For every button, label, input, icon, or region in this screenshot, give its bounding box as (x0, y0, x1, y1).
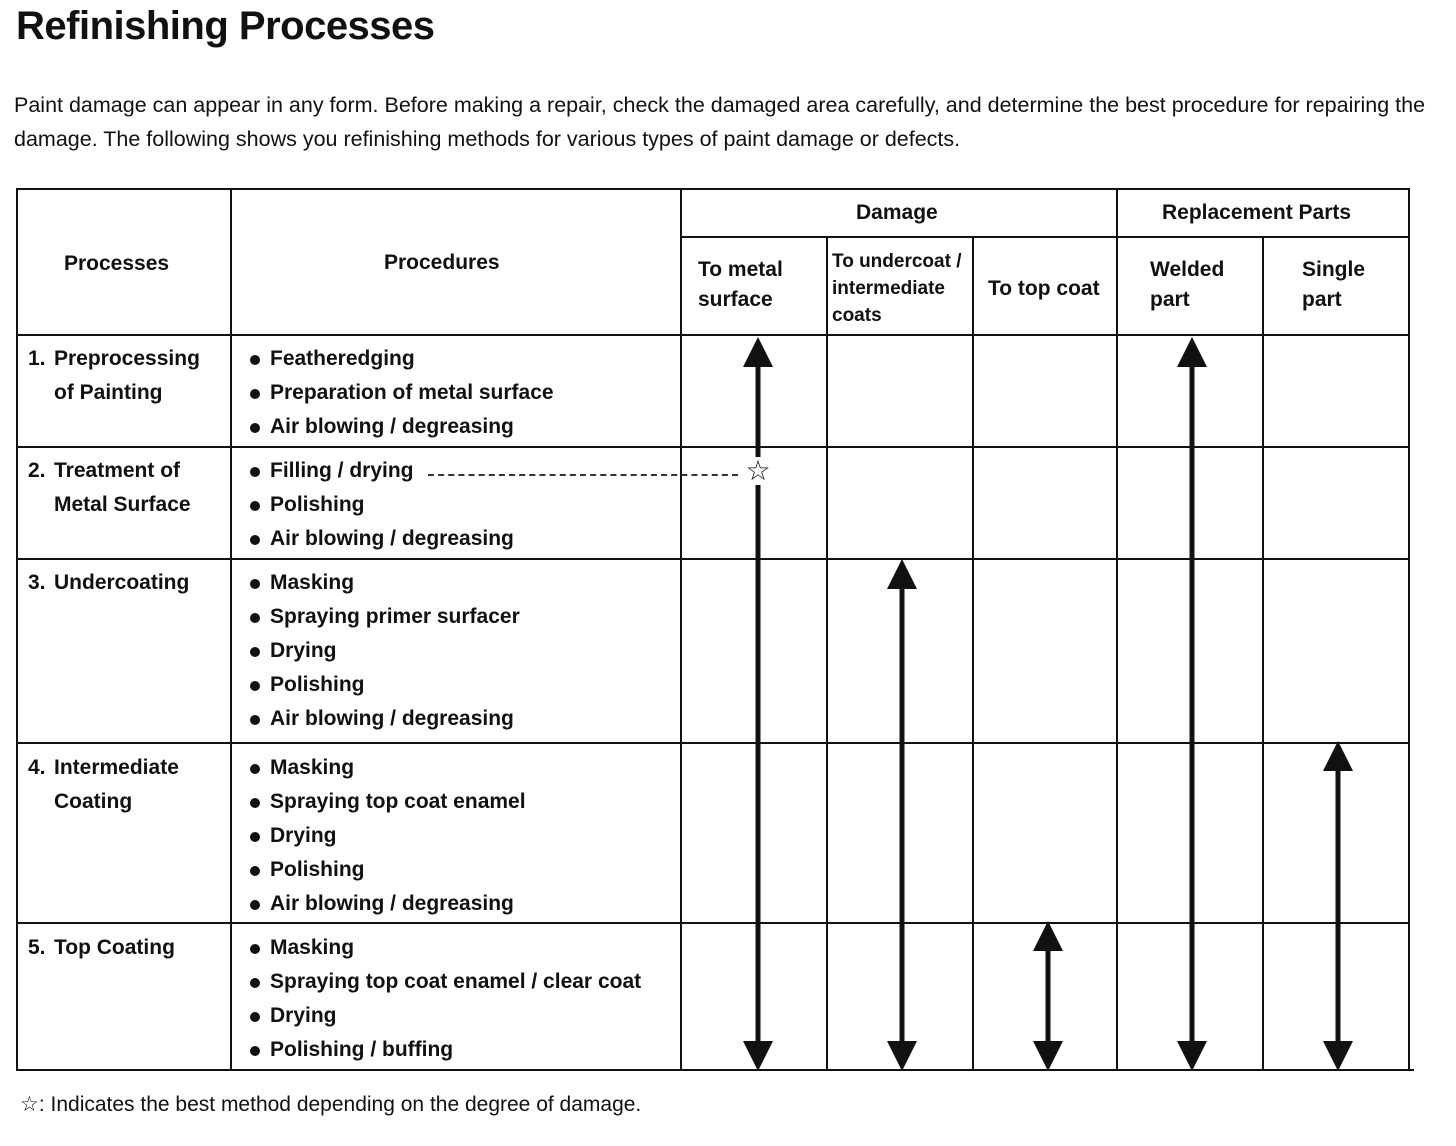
list-item: Masking (248, 566, 520, 600)
header-procedures: Procedures (384, 251, 500, 274)
list-item: Air blowing / degreasing (248, 702, 520, 736)
process-2-line2: Metal Surface (54, 493, 191, 516)
header-undercoat-line3: coats (832, 305, 882, 326)
footnote (20, 1092, 641, 1117)
list-item: Preparation of metal surface (248, 376, 554, 410)
process-5-line1: Top Coating (54, 936, 175, 959)
list-item: Featheredging (248, 342, 554, 376)
list-item: Air blowing / degreasing (248, 522, 514, 556)
header-single-line2: part (1302, 288, 1342, 311)
footnote-star-icon: ☆ (20, 1093, 39, 1116)
footnote-text: : Indicates the best method depending on the degree of damage. (38, 1093, 642, 1116)
list-item: Polishing (248, 488, 514, 522)
list-item: Polishing (248, 668, 520, 702)
intro-paragraph: Paint damage can appear in any form. Before making a repair, check the damaged area carefully, and determine the best procedure for repairing the damage. The following shows you refinishing methods for various types of paint damage or defects. (14, 93, 1426, 151)
process-2-line1: Treatment of (54, 459, 181, 482)
process-3-number: 3. (28, 571, 46, 594)
process-1-line1: Preprocessing (54, 347, 200, 370)
list-item: Drying (248, 819, 526, 853)
page-title: Refinishing Processes (16, 4, 435, 48)
process-4-line2: Coating (54, 790, 133, 813)
list-item: Polishing / buffing (248, 1033, 641, 1067)
list-item: Air blowing / degreasing (248, 887, 526, 921)
list-item: Polishing (248, 853, 526, 887)
process-1-line2: of Painting (54, 381, 163, 404)
header-welded-line2: part (1150, 288, 1190, 311)
header-undercoat-line1: To undercoat / (832, 251, 962, 272)
header-damage: Damage (856, 201, 938, 224)
list-item: Spraying top coat enamel / clear coat (248, 965, 641, 999)
process-1-number: 1. (28, 347, 46, 370)
header-single-line1: Single (1302, 258, 1366, 281)
process-3-line1: Undercoating (54, 571, 190, 594)
list-item: Masking (248, 751, 526, 785)
header-to-top-coat: To top coat (988, 277, 1100, 300)
process-5-number: 5. (28, 936, 46, 959)
list-item: Masking (248, 931, 641, 965)
list-item: Drying (248, 634, 520, 668)
process-4-line1: Intermediate (54, 756, 179, 779)
list-item: Spraying primer surfacer (248, 600, 520, 634)
star-icon: ☆ (745, 455, 771, 486)
process-4-number: 4. (28, 756, 46, 779)
list-item: Air blowing / degreasing (248, 410, 554, 444)
list-item: Drying (248, 999, 641, 1033)
header-welded-line1: Welded (1150, 258, 1225, 281)
list-item: Spraying top coat enamel (248, 785, 526, 819)
header-replacement-parts: Replacement Parts (1162, 201, 1352, 224)
header-undercoat-line2: intermediate (832, 278, 945, 299)
header-processes: Processes (64, 252, 170, 275)
header-to-metal-line1: To metal (698, 258, 783, 281)
list-item: Filling / drying (248, 454, 514, 488)
process-2-number: 2. (28, 459, 46, 482)
header-to-metal-line2: surface (698, 288, 773, 311)
